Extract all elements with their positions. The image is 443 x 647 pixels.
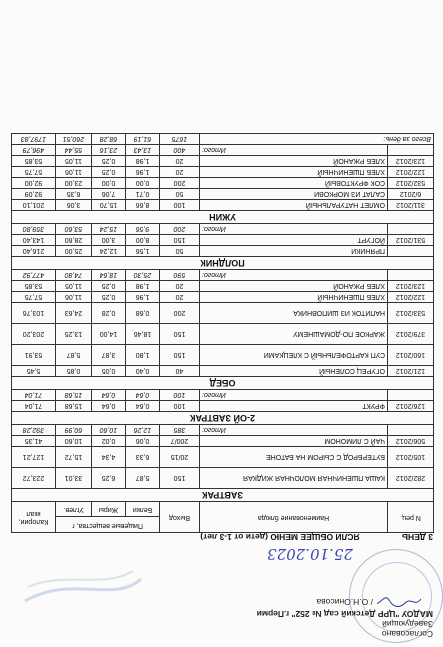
- fat-value: 0,25: [92, 292, 126, 303]
- fat-value: 0,25: [92, 167, 126, 178]
- dish-yield: 150: [160, 468, 200, 489]
- carbs-value: 6,35: [55, 189, 91, 200]
- fat-value: 7,06: [92, 189, 126, 200]
- total-label: Итого:: [200, 145, 388, 156]
- recipe-number: 506/2012: [388, 436, 434, 447]
- dish-name: ЧАЙ С ЛИМОНОМ: [200, 436, 388, 447]
- recipe-number: 6/2012: [388, 189, 434, 200]
- protein-value: 1,56: [126, 246, 160, 257]
- total-carbs: 53,60: [55, 224, 91, 235]
- meal-section-header: [11, 412, 433, 425]
- fat-value: 0,28: [92, 303, 126, 324]
- blank-cell: [388, 224, 434, 235]
- fat-value: 0,25: [92, 281, 126, 292]
- recipe-number: [388, 246, 434, 257]
- total-protein: 9,56: [126, 224, 160, 235]
- total-fat: 15,24: [92, 224, 126, 235]
- dish-name: БУТЕРБРОД С СЫРОМ НА БАТОНЕ: [200, 447, 388, 468]
- grand-total-carbs: 260,51: [55, 134, 91, 145]
- table-row: [11, 246, 433, 257]
- col-header-nutrients: Пищевые вещества, г: [55, 517, 159, 533]
- carbs-value: 5,87: [55, 345, 91, 366]
- carbs-value: 3,06: [55, 200, 91, 211]
- blank-cell: [388, 390, 434, 401]
- col-header-calories: Калории, ккал: [11, 502, 55, 533]
- dish-name: ОМЛЕТ НАТУРАЛЬНЫЙ: [200, 200, 388, 211]
- dish-yield: 100: [160, 401, 200, 412]
- table-row: [11, 235, 433, 246]
- meal-total-row: [11, 270, 433, 281]
- grand-total-calories: 1797,83: [11, 134, 55, 145]
- protein-value: 0,68: [126, 303, 160, 324]
- total-yield: 400: [160, 145, 200, 156]
- dish-name: ХЛЕБ ПШЕНИЧНЫЙ: [200, 292, 388, 303]
- table-row: [11, 447, 433, 468]
- dish-name: ЖАРКОЕ ПО-ДОМАШНЕМУ: [200, 324, 388, 345]
- protein-value: 0,06: [126, 436, 160, 447]
- dish-name: ХЛЕБ РЖАНОЙ: [200, 156, 388, 167]
- calories-value: 201,10: [11, 200, 55, 211]
- day-label: 3 ДЕНЬ: [401, 532, 433, 542]
- meal-section-header: [11, 377, 433, 390]
- dish-yield: 150: [160, 324, 200, 345]
- fat-value: 0,02: [92, 436, 126, 447]
- meal-title: 2-ОЙ ЗАВТРАК: [11, 412, 433, 425]
- total-protein: 12,26: [126, 425, 160, 436]
- recipe-number: 123/2012: [388, 156, 434, 167]
- total-yield: 100: [160, 390, 200, 401]
- calories-value: 143,40: [11, 235, 55, 246]
- dish-yield: 100: [160, 200, 200, 211]
- calories-value: 223,72: [11, 468, 55, 489]
- protein-value: 1,98: [126, 281, 160, 292]
- dish-yield: 200: [160, 178, 200, 189]
- fat-value: 14,00: [92, 324, 126, 345]
- carbs-value: 25,00: [55, 246, 91, 257]
- dish-name: КАША ПШЕНИЧНАЯ МОЛОЧНАЯ ЖИДКАЯ: [200, 468, 388, 489]
- meal-total-row: [11, 390, 433, 401]
- recipe-number: 533/2012: [388, 303, 434, 324]
- table-row: [11, 324, 433, 345]
- calories-value: 103,76: [11, 303, 55, 324]
- protein-value: 5,87: [126, 468, 160, 489]
- meal-section-header: [11, 489, 433, 502]
- total-carbs: 55,44: [55, 145, 91, 156]
- calories-value: 92,09: [11, 189, 55, 200]
- protein-value: 8,66: [126, 200, 160, 211]
- carbs-value: 28,60: [55, 235, 91, 246]
- total-calories: 477,92: [11, 270, 55, 281]
- grand-total-row: [11, 134, 433, 145]
- calories-value: 57,75: [11, 292, 55, 303]
- total-fat: 18,64: [92, 270, 126, 281]
- fat-value: 0,05: [92, 366, 126, 377]
- calories-value: 92,00: [11, 178, 55, 189]
- calories-value: 53,85: [11, 156, 55, 167]
- recipe-number: 282/2012: [388, 468, 434, 489]
- meal-title: ОБЕД: [11, 377, 433, 390]
- protein-value: 1,98: [126, 156, 160, 167]
- table-row: [11, 189, 433, 200]
- fat-value: 12,24: [92, 246, 126, 257]
- meal-title: ПОЛДНИК: [11, 257, 433, 270]
- recipe-number: 160/2012: [388, 345, 434, 366]
- total-label: Итого:: [200, 224, 388, 235]
- carbs-value: 0,85: [55, 366, 91, 377]
- dish-yield: 50: [160, 189, 200, 200]
- total-fat: 23,16: [92, 145, 126, 156]
- blank-cell: [388, 425, 434, 436]
- calories-value: 5,45: [11, 366, 55, 377]
- carbs-value: 33,01: [55, 468, 91, 489]
- grand-total-label: Всего за день:: [200, 134, 434, 145]
- total-fat: 10,60: [92, 425, 126, 436]
- carbs-value: 11,06: [55, 167, 91, 178]
- dish-yield: 40: [160, 366, 200, 377]
- meal-total-row: [11, 224, 433, 235]
- carbs-value: 11,05: [55, 156, 91, 167]
- dish-name: ОГУРЕЦ СОЛЕНЫЙ: [200, 366, 388, 377]
- protein-value: 0,71: [126, 189, 160, 200]
- fat-value: 6,25: [92, 468, 126, 489]
- total-yield: 385: [160, 425, 200, 436]
- recipe-number: 105/2012: [388, 447, 434, 468]
- blank-cell: [388, 270, 434, 281]
- carbs-value: 24,63: [55, 303, 91, 324]
- col-header-recipe-no: N рец.: [388, 502, 434, 533]
- fat-value: 4,34: [92, 447, 126, 468]
- dish-name: ХЛЕБ ПШЕНИЧНЫЙ: [200, 167, 388, 178]
- menu-title: ЯСЛИ ОБЩЕЕ МЕНЮ (дети от 1-3 лет): [200, 532, 360, 542]
- approval-line-2: Заведующий: [382, 619, 433, 629]
- dish-yield: 150: [160, 235, 200, 246]
- table-row: [11, 281, 433, 292]
- protein-value: 18,46: [126, 324, 160, 345]
- dish-name: ФРУКТ: [200, 401, 388, 412]
- dish-yield: 200: [160, 303, 200, 324]
- grand-total-fat: 68,28: [92, 134, 126, 145]
- carbs-value: 11,06: [55, 292, 91, 303]
- carbs-value: 10,60: [55, 436, 91, 447]
- approval-line-1: Согласовано: [381, 629, 433, 639]
- total-protein: 0,64: [126, 390, 160, 401]
- dish-name: НАПИТОК ИЗ ШИПОВНИКА: [200, 303, 388, 324]
- protein-value: 1,96: [126, 292, 160, 303]
- approval-line-3: МАДОУ "ЦРР Детский сад № 252" г.Перми: [256, 609, 433, 619]
- fat-value: 0,64: [92, 401, 126, 412]
- carbs-value: 13,25: [55, 324, 91, 345]
- table-row: [11, 167, 433, 178]
- fat-value: 0,00: [92, 178, 126, 189]
- calories-value: 41,35: [11, 436, 55, 447]
- fat-value: 3,00: [92, 235, 126, 246]
- meal-section-header: [11, 211, 433, 224]
- dish-yield: 150: [160, 345, 200, 366]
- recipe-number: 379/2012: [388, 324, 434, 345]
- meal-title: УЖИН: [11, 211, 433, 224]
- col-header-dish-name: Наименование блюда: [200, 502, 388, 533]
- table-row: [11, 178, 433, 189]
- total-protein: 25,30: [126, 270, 160, 281]
- dish-yield: 20: [160, 156, 200, 167]
- table-row: [11, 468, 433, 489]
- recipe-number: 121/2012: [388, 366, 434, 377]
- carbs-value: 15,72: [55, 447, 91, 468]
- menu-title-line: [200, 532, 433, 542]
- recipe-number: 126/2012: [388, 401, 434, 412]
- fat-value: 15,70: [92, 200, 126, 211]
- col-header-protein: Белки: [126, 502, 160, 518]
- total-calories: 359,80: [11, 224, 55, 235]
- table-row: [11, 401, 433, 412]
- meal-section-header: [11, 257, 433, 270]
- col-header-yield: Выход: [160, 502, 200, 533]
- table-row: [11, 366, 433, 377]
- total-calories: 496,79: [11, 145, 55, 156]
- total-carbs: 15,68: [55, 390, 91, 401]
- table-row: [11, 200, 433, 211]
- table-row: [11, 292, 433, 303]
- carbs-value: 23,00: [55, 178, 91, 189]
- recipe-number: 122/2012: [388, 167, 434, 178]
- dish-name: СОК ФРУКТОВЫЙ: [200, 178, 388, 189]
- calories-value: 216,40: [11, 246, 55, 257]
- table-row: [11, 156, 433, 167]
- total-yield: 590: [160, 270, 200, 281]
- carbs-value: 15,68: [55, 401, 91, 412]
- total-carbs: 60,99: [55, 425, 91, 436]
- col-header-fat: Жиры: [92, 502, 126, 518]
- fat-value: 0,25: [92, 156, 126, 167]
- total-yield: 200: [160, 224, 200, 235]
- calories-value: 57,75: [11, 167, 55, 178]
- calories-value: 53,85: [11, 281, 55, 292]
- calories-value: 53,91: [11, 345, 55, 366]
- dish-yield: 20: [160, 292, 200, 303]
- table-row: [11, 436, 433, 447]
- protein-value: 8,00: [126, 235, 160, 246]
- fat-value: 3,87: [92, 345, 126, 366]
- total-protein: 13,43: [126, 145, 160, 156]
- grand-total-protein: 61,19: [126, 134, 160, 145]
- table-row: [11, 303, 433, 324]
- dish-yield: 20: [160, 167, 200, 178]
- protein-value: 1,80: [126, 345, 160, 366]
- carbs-value: 11,05: [55, 281, 91, 292]
- recipe-number: 123/2012: [388, 281, 434, 292]
- menu-table: [11, 133, 434, 533]
- protein-value: 1,96: [126, 167, 160, 178]
- dish-name: ХЛЕБ РЖАНОЙ: [200, 281, 388, 292]
- col-header-carbs: Углев.: [55, 502, 91, 518]
- meal-total-row: [11, 145, 433, 156]
- recipe-number: 532/2012: [388, 178, 434, 189]
- dish-yield: 200/7: [160, 436, 200, 447]
- calories-value: 71,04: [11, 401, 55, 412]
- meal-title: ЗАВТРАК: [11, 489, 433, 502]
- recipe-number: 311/2012: [388, 200, 434, 211]
- approval-line-4: / О.Н.Онисова: [316, 597, 373, 607]
- grand-total-yield: 1675: [160, 134, 200, 145]
- total-label: Итого:: [200, 425, 388, 436]
- dish-name: ПРЯНИКИ: [200, 246, 388, 257]
- meal-total-row: [11, 425, 433, 436]
- protein-value: 0,40: [126, 366, 160, 377]
- protein-value: 6,33: [126, 447, 160, 468]
- dish-yield: 20/15: [160, 447, 200, 468]
- stamp-ink-smudge: [23, 569, 143, 609]
- dish-name: ЙОГУРТ: [200, 235, 388, 246]
- protein-value: 0,64: [126, 401, 160, 412]
- total-calories: 71,04: [11, 390, 55, 401]
- recipe-number: 122/2012: [388, 292, 434, 303]
- calories-value: 203,20: [11, 324, 55, 345]
- total-fat: 0,64: [92, 390, 126, 401]
- table-row: [11, 345, 433, 366]
- dish-yield: 20: [160, 281, 200, 292]
- protein-value: 0,00: [126, 178, 160, 189]
- total-calories: 392,28: [11, 425, 55, 436]
- blank-cell: [388, 145, 434, 156]
- total-label: Итого:: [200, 390, 388, 401]
- dish-name: САЛАТ ИЗ МОРКОВИ: [200, 189, 388, 200]
- dish-yield: 50: [160, 246, 200, 257]
- calories-value: 127,21: [11, 447, 55, 468]
- dish-name: СУП КАРТОФЕЛЬНЫЙ С КЛЕЦКАМИ: [200, 345, 388, 366]
- menu-table-body: [11, 134, 433, 502]
- total-label: Итого:: [200, 270, 388, 281]
- handwritten-signature: [375, 595, 423, 609]
- handwritten-date: 25.10.2023: [267, 545, 353, 563]
- total-carbs: 74,80: [55, 270, 91, 281]
- recipe-number: 531/2012: [388, 235, 434, 246]
